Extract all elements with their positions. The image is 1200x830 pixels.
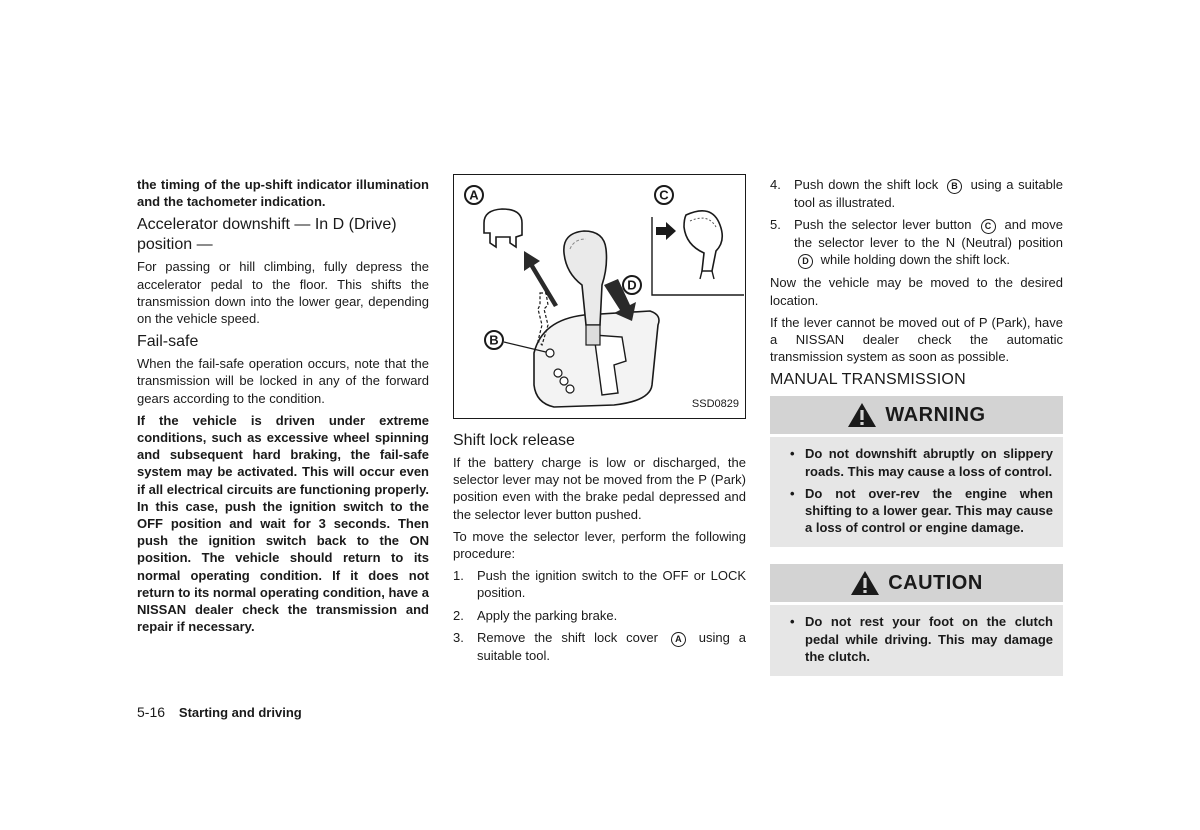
- dealer-check-paragraph: If the lever cannot be moved out of P (Park), have a NISSAN dealer check the automatic transmission system as soon as possible.: [770, 314, 1063, 365]
- shift-lock-steps-continued: [770, 176, 1063, 269]
- warning-header: [770, 396, 1063, 434]
- page-number: 5-16: [137, 704, 166, 720]
- step-1: 1. Push the ignition switch to the OFF or LOCK position.: [453, 568, 746, 601]
- fail-safe-paragraph: When the fail-safe operation occurs, note that the transmission will be locked in any of the forward gears according to the condition.: [137, 356, 429, 406]
- caution-triangle-icon: [850, 570, 880, 596]
- warning-item: • Do not downshift abruptly on slippery roads. This may cause a loss of control.: [790, 446, 1053, 479]
- step-4: 4. Push down the shift lock B using a suitable tool as illustrated.: [770, 177, 1063, 210]
- accelerator-heading-line1: Accelerator downshift — In D (Drive): [137, 216, 397, 234]
- middle-column: [453, 174, 746, 669]
- shift-lock-paragraph-2: To move the selector lever, perform the following procedure:: [453, 528, 746, 562]
- shift-lock-cover-shape: [484, 209, 522, 247]
- left-column: [137, 176, 429, 640]
- caution-item: • Do not rest your foot on the clutch pedal while driving. This may damage the clutch.: [790, 614, 1053, 664]
- shift-lock-steps: [453, 567, 746, 664]
- figure-label-a: A: [469, 187, 479, 203]
- warning-body: [770, 437, 1063, 547]
- page-footer: [137, 704, 302, 720]
- accelerator-paragraph: For passing or hill climbing, fully depress the accelerator pedal to the floor. This shifts the transmission down into the lower gear, depending on the vehicle speed.: [137, 259, 429, 327]
- marker-c: C: [981, 219, 996, 234]
- shift-lock-illustration: [454, 175, 745, 418]
- manual-transmission-heading: MANUAL TRANSMISSION: [770, 371, 966, 389]
- right-column: [770, 176, 1063, 676]
- lever-knob-inset: [684, 211, 722, 271]
- caution-header: [770, 564, 1063, 602]
- warning-title: WARNING: [885, 403, 986, 426]
- accelerator-downshift-heading: [137, 215, 429, 255]
- shift-lock-heading: Shift lock release: [453, 432, 575, 449]
- warning-item: • Do not over-rev the engine when shifting to a lower gear. This may cause a loss of control or engine damage.: [790, 485, 1053, 536]
- figure-label-d: D: [627, 277, 637, 293]
- lift-arrow-icon: [524, 251, 558, 307]
- fail-safe-heading: Fail-safe: [137, 333, 199, 351]
- marker-b: B: [947, 179, 962, 194]
- warning-box: [770, 396, 1063, 547]
- marker-a: A: [671, 632, 686, 647]
- caution-box: [770, 564, 1063, 676]
- caution-title: CAUTION: [888, 571, 983, 594]
- now-moved-paragraph: Now the vehicle may be moved to the desired location.: [770, 275, 1063, 308]
- step-2: 2. Apply the parking brake.: [453, 607, 618, 623]
- selector-lever-shape: [564, 231, 607, 325]
- intro-text: the timing of the up-shift indicator illumination and the tachometer indication.: [137, 177, 429, 210]
- step-3: 3. Remove the shift lock cover A using a suitable tool.: [453, 629, 746, 663]
- fail-safe-bold-paragraph: If the vehicle is driven under extreme conditions, such as excessive wheel spinning and subsequent hard braking, the fail-safe system may be activated. This will occur even if all electrical circuits are functioning properly. In this case, push the ignition switch to the OFF position and wait for 3 seconds. Then push the ignition switch back to the ON position. The vehicle should return to its normal operating condition. If it does not return to its normal operating condition, have a NISSAN dealer check the transmission and repair if necessary.: [137, 412, 429, 635]
- shift-lock-paragraph-1: If the battery charge is low or discharged, the selector lever may not be moved from the P (Park) position even with the brake pedal depressed and the selector lever button pushed.: [453, 455, 746, 522]
- accelerator-heading-line2: position —: [137, 236, 213, 254]
- figure-label-b: B: [489, 332, 499, 348]
- step-5: 5. Push the selector lever button C and move the selector lever to the N (Neutral) position D while holding down the shift lock.: [770, 217, 1063, 268]
- caution-body: [770, 605, 1063, 676]
- figure-code: SSD0829: [691, 397, 739, 410]
- shift-lock-figure: [453, 174, 746, 419]
- push-arrow-icon: [656, 222, 676, 240]
- section-title: Starting and driving: [178, 705, 302, 720]
- figure-label-c: C: [659, 187, 669, 203]
- marker-d: D: [798, 254, 813, 269]
- warning-triangle-icon: [847, 402, 877, 428]
